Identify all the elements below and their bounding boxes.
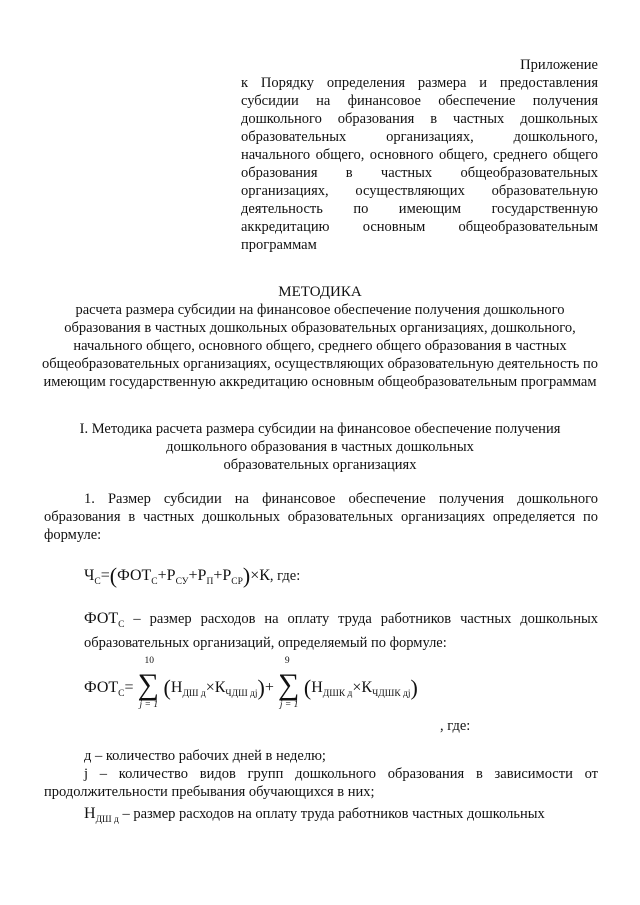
f2-paren-open-2: ( bbox=[303, 675, 312, 700]
methodology-subtitle: расчета размера субсидии на финансовое обеспечение получения дошкольного образования в частных дошкольных образовательных организациях, дошкольного, начального общего, основного общего, среднего общего образования в частных общеобразовательных организациях, осуществляющих образовательную деятельность по имеющим государственную аккредитацию основным общеобразовательным программам bbox=[42, 302, 598, 390]
term-rsr-sub: СР bbox=[231, 577, 243, 587]
sum-2-lower: j = 1 bbox=[279, 700, 299, 710]
f2-k2-sub: ЧДШК дj bbox=[372, 689, 411, 699]
section-heading-line-3: образовательных организациях bbox=[223, 457, 417, 473]
term-fot-sub: С bbox=[151, 577, 158, 587]
formula-eq: = bbox=[100, 567, 110, 584]
sum-1-lower: j = 1 bbox=[139, 700, 159, 710]
fot-symbol-sub: С bbox=[118, 620, 125, 630]
section-heading-line-2: дошкольного образования в частных дошкольных bbox=[166, 439, 474, 455]
formula-suffix: , где: bbox=[269, 568, 301, 584]
sum-2-upper: 9 bbox=[284, 656, 290, 666]
fot-definition-text: – размер расходов на оплату труда работников частных дошкольных образовательных организаций, определяемый по формуле: bbox=[84, 611, 598, 651]
f2-lhs-sub: С bbox=[118, 689, 125, 699]
definition-j: j – количество видов групп дошкольного образования в зависимости от продолжительности пребывания обучающихся в них; bbox=[44, 766, 598, 800]
formula-fot bbox=[84, 656, 418, 710]
methodology-title: МЕТОДИКА bbox=[278, 284, 362, 300]
ndsh-symbol: Н bbox=[84, 805, 96, 822]
paren-close: ) bbox=[242, 563, 251, 588]
term-rsu-sub: СУ bbox=[175, 577, 189, 587]
appendix-title: Приложение bbox=[520, 57, 598, 73]
ndsh-symbol-sub: ДШ д bbox=[95, 815, 119, 825]
f2-paren-open-1: ( bbox=[163, 675, 171, 700]
times-sign: × bbox=[250, 567, 260, 584]
term-k: К bbox=[259, 567, 270, 584]
f2-n2-sub: ДШК д bbox=[322, 689, 353, 699]
f2-times-2: × bbox=[352, 679, 362, 696]
f2-eq: = bbox=[124, 679, 134, 696]
section-heading-line-1: I. Методика расчета размера субсидии на финансовое обеспечение получения bbox=[79, 421, 561, 437]
f2-paren-close-1: ) bbox=[257, 675, 265, 700]
f2-n1: Н bbox=[170, 679, 183, 696]
f2-times-1: × bbox=[205, 679, 215, 696]
formula-lhs-sub: С bbox=[94, 577, 101, 587]
term-fot: ФОТ bbox=[117, 567, 152, 584]
term-rp-sub: П bbox=[206, 577, 214, 587]
fot-definition bbox=[84, 610, 598, 652]
paragraph-1: 1. Размер субсидии на финансовое обеспечение получения дошкольного образования в частных дошкольных образовательных организациях определяется по формуле: bbox=[44, 491, 598, 543]
paren-open: ( bbox=[109, 563, 118, 588]
definition-d: д – количество рабочих дней в неделю; bbox=[84, 748, 326, 764]
formula-subsidy: $Ч_С=(ФОТ_С+Р_{СУ}+Р_П+Р_{СР})\times К$, где: bbox=[84, 563, 301, 588]
f2-plus: + bbox=[264, 679, 274, 696]
sigma-icon: ∑ bbox=[277, 668, 300, 701]
term-rp: Р bbox=[197, 567, 207, 584]
f2-k1-sub: ЧДШ дj bbox=[225, 689, 258, 699]
f2-lhs: ФОТ bbox=[84, 679, 119, 696]
f2-k1: К bbox=[214, 679, 226, 696]
section-heading bbox=[40, 420, 600, 474]
term-rsu: Р bbox=[166, 567, 176, 584]
appendix-text: к Порядку определения размера и предоставления субсидии на финансовое обеспечение получения дошкольного образования в частных дошкольных образовательных организациях, дошкольного, начального общего, основного общего, среднего общего образования в частных общеобразовательных организациях, осуществляющих образовательную деятельность по имеющим государственную аккредитацию основным общеобразовательным программам bbox=[241, 75, 598, 253]
term-rsr: Р bbox=[222, 567, 232, 584]
f2-n2: Н bbox=[311, 679, 323, 696]
ndsh-definition bbox=[84, 805, 598, 829]
formula-lhs: Ч bbox=[84, 567, 95, 584]
sum-2 bbox=[277, 656, 304, 710]
sum-1 bbox=[137, 656, 164, 710]
formula-2-suffix: , где: bbox=[440, 718, 471, 734]
f2-k2: К bbox=[361, 679, 373, 696]
f2-paren-close-2: ) bbox=[410, 675, 418, 700]
sigma-icon: ∑ bbox=[137, 668, 159, 701]
fot-symbol: ФОТ bbox=[84, 610, 119, 627]
f2-n1-sub: ДШ д bbox=[182, 689, 206, 699]
ndsh-definition-text: – размер расходов на оплату труда работников частных дошкольных bbox=[118, 806, 545, 822]
sum-1-upper: 10 bbox=[144, 656, 155, 666]
